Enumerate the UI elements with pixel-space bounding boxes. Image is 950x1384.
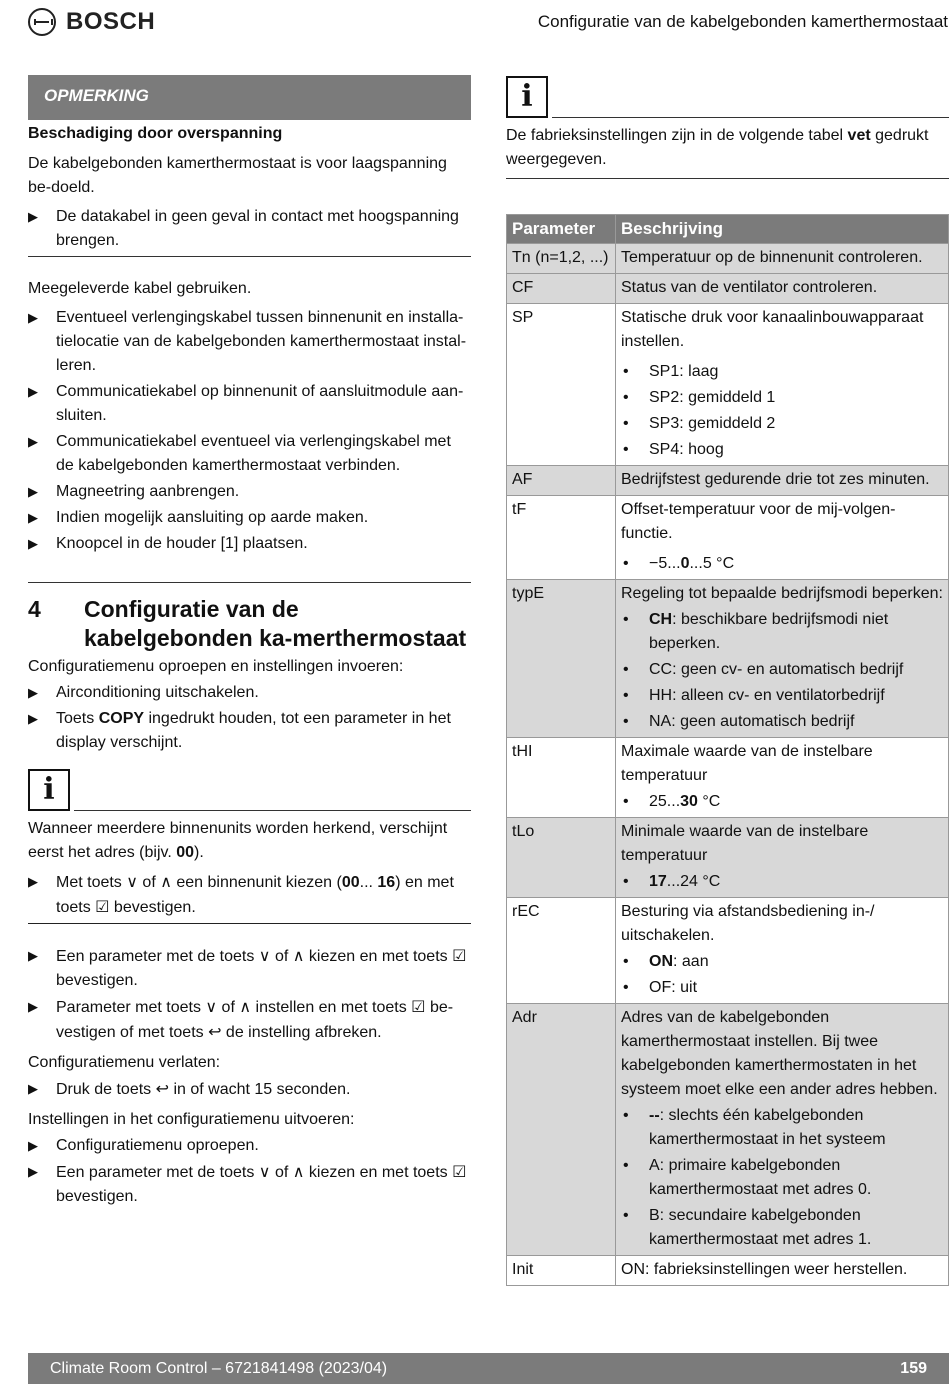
cable-intro: Meegeleverde kabel gebruiken. bbox=[28, 280, 252, 297]
info-text: Wanneer meerdere binnenunits worden herkend, verschijnt eerst het adres (bijv. 00). bbox=[28, 820, 448, 861]
check-icon: ☑ bbox=[95, 897, 110, 916]
list-item: • HH: alleen cv- en ventilatorbedrijf bbox=[621, 684, 943, 708]
table-row: SP Statische druk voor kanaalinbouwapparaat instellen. • SP1: laag • SP2: gemiddeld 1 • SP3: gemiddeld 2 • SP4: hoog bbox=[507, 304, 949, 466]
list-item: ▶ Een parameter met de toets ∨ of ∧ kiezen en met toets ☑ bevestigen. bbox=[28, 1160, 471, 1209]
check-icon: ☑ bbox=[411, 997, 426, 1016]
list-item: • 25...30 °C bbox=[621, 790, 943, 814]
list-item: • --: slechts één kabelgebonden kamerthermostaat in het systeem bbox=[621, 1104, 943, 1152]
table-row: tF Offset-temperatuur voor de mij-volgen-functie. • −5...0...5 °C bbox=[507, 496, 949, 580]
note-label: OPMERKING bbox=[44, 86, 149, 105]
table-row: AF Bedrijfstest gedurende drie tot zes minuten. bbox=[507, 466, 949, 496]
list-item: ▶ Indien mogelijk aansluiting op aarde maken. bbox=[28, 506, 471, 530]
apply-intro: Instellingen in het configuratiemenu uitvoeren: bbox=[28, 1111, 355, 1128]
info-icon: i bbox=[28, 769, 70, 811]
check-icon: ☑ bbox=[452, 1162, 467, 1181]
list-item: • NA: geen automatisch bedrijf bbox=[621, 710, 943, 734]
check-icon: ☑ bbox=[452, 946, 467, 965]
list-item: ▶ Met toets ∨ of ∧ een binnenunit kiezen (00... 16) en met toets ☑ bevestigen. bbox=[28, 870, 471, 920]
back-arrow-icon: ↩ bbox=[208, 1022, 222, 1041]
list-item: • SP3: gemiddeld 2 bbox=[621, 412, 943, 436]
note-heading: Beschadiging door overspanning bbox=[28, 125, 283, 142]
footer-doc-info: Climate Room Control – 6721841498 (2023/04) bbox=[50, 1360, 388, 1377]
page-number: 159 bbox=[900, 1360, 927, 1377]
list-item: ▶ Airconditioning uitschakelen. bbox=[28, 681, 471, 705]
cable-list bbox=[28, 306, 471, 556]
up-arrow-icon: ∧ bbox=[292, 1162, 305, 1181]
up-arrow-icon: ∧ bbox=[160, 872, 172, 891]
table-row: tLo Minimale waarde van de instelbare temperatuur • 17...24 °C bbox=[507, 818, 949, 898]
list-item: • SP2: gemiddeld 1 bbox=[621, 386, 943, 410]
list-item: ▶ Knoopcel in de houder [1] plaatsen. bbox=[28, 532, 471, 556]
list-item: • OF: uit bbox=[621, 976, 943, 1000]
info-block bbox=[28, 769, 471, 811]
exit-intro: Configuratiemenu verlaten: bbox=[28, 1054, 221, 1071]
config-list bbox=[28, 681, 471, 755]
note-box bbox=[28, 75, 471, 120]
info-block bbox=[506, 76, 949, 118]
table-row: tHI Maximale waarde van de instelbare temperatuur • 25...30 °C bbox=[507, 738, 949, 818]
down-arrow-icon: ∨ bbox=[205, 997, 218, 1016]
config-intro: Configuratiemenu oproepen en instellingen invoeren: bbox=[28, 658, 404, 675]
list-item: • ON: aan bbox=[621, 950, 943, 974]
list-item: • SP1: laag bbox=[621, 360, 943, 384]
up-arrow-icon: ∧ bbox=[239, 997, 252, 1016]
list-item: ▶ Magneetring aanbrengen. bbox=[28, 480, 471, 504]
column-header: Beschrijving bbox=[616, 215, 949, 244]
list-item: ▶ Parameter met toets ∨ of ∧ instellen en met toets ☑ be-vestigen of met toets ↩ de instelling afbreken. bbox=[28, 995, 471, 1045]
factory-settings-note: De fabrieksinstellingen zijn in de volgende tabel vet gedrukt weergegeven. bbox=[506, 127, 929, 168]
list-item: ▶ De datakabel in geen geval in contact met hoogspanning brengen. bbox=[28, 205, 471, 253]
divider bbox=[28, 582, 471, 583]
list-item: ▶ Communicatiekabel op binnenunit of aansluitmodule aan-sluiten. bbox=[28, 380, 471, 428]
parameter-table bbox=[506, 214, 949, 1286]
section-title: Configuratie van de kabelgebonden ka-merthermostaat bbox=[84, 596, 467, 651]
list-item: • B: secundaire kabelgebonden kamerthermostaat met adres 1. bbox=[621, 1204, 943, 1252]
list-item: • CC: geen cv- en automatisch bedrijf bbox=[621, 658, 943, 682]
brand-name: BOSCH bbox=[66, 8, 156, 35]
up-arrow-icon: ∧ bbox=[292, 946, 305, 965]
list-item: • CH: beschikbare bedrijfsmodi niet beperken. bbox=[621, 608, 943, 656]
down-arrow-icon: ∨ bbox=[258, 946, 271, 965]
table-row: Init ON: fabrieksinstellingen weer herstellen. bbox=[507, 1256, 949, 1286]
bosch-armature-icon bbox=[28, 8, 56, 36]
table-row: rEC Besturing via afstandsbediening in-/ uitschakelen. • ON: aan • OF: uit bbox=[507, 898, 949, 1004]
divider bbox=[506, 178, 949, 179]
list-item: ▶ Configuratiemenu oproepen. bbox=[28, 1134, 471, 1158]
note-text: De kabelgebonden kamerthermostaat is voor laagspanning be-doeld. bbox=[28, 155, 447, 196]
list-item: • A: primaire kabelgebonden kamerthermostaat met adres 0. bbox=[621, 1154, 943, 1202]
bosch-logo bbox=[28, 8, 155, 36]
table-row: Adr Adres van de kabelgebonden kamerthermostaat instellen. Bij twee kabelgebonden kamerthermostaten in het systeem moet elke een ander adres hebben. • --: slechts één kabelgebonden kamerthermostaat in het systeem • A: primaire kabelgebonden kamerthermostaat met adres 0. • B: secundaire kabelgebonden kamerthermostaat met adres 1. bbox=[507, 1004, 949, 1256]
list-item: ▶ Toets COPY ingedrukt houden, tot een parameter in het display verschijnt. bbox=[28, 707, 471, 755]
list-item: • −5...0...5 °C bbox=[621, 552, 943, 576]
list-item: ▶ Een parameter met de toets ∨ of ∧ kiezen en met toets ☑ bevestigen. bbox=[28, 944, 471, 993]
section-heading bbox=[28, 595, 471, 653]
down-arrow-icon: ∨ bbox=[126, 872, 138, 891]
list-item: • 17...24 °C bbox=[621, 870, 943, 894]
down-arrow-icon: ∨ bbox=[258, 1162, 271, 1181]
back-arrow-icon: ↩ bbox=[155, 1079, 170, 1098]
page-header-title: Configuratie van de kabelgebonden kamerthermostaat bbox=[537, 12, 948, 31]
table-row: Tn (n=1,2, ...) Temperatuur op de binnenunit controleren. bbox=[507, 244, 949, 274]
list-item: ▶ Communicatiekabel eventueel via verlengingskabel met de kabelgebonden kamerthermostaat verbinden. bbox=[28, 430, 471, 478]
left-column bbox=[28, 75, 471, 1209]
right-column bbox=[506, 76, 949, 1286]
list-item: ▶ Druk de toets ↩ in of wacht 15 seconden. bbox=[28, 1077, 471, 1102]
list-item: ▶ Eventueel verlengingskabel tussen binnenunit en installa-tielocatie van de kabelgebonden kamerthermostaat instal-leren. bbox=[28, 306, 471, 378]
table-row: typE Regeling tot bepaalde bedrijfsmodi beperken: • CH: beschikbare bedrijfsmodi niet beperken. • CC: geen cv- en automatisch bedrijf • HH: alleen cv- en ventilatorbedrijf • NA: geen automatisch bedrijf bbox=[507, 580, 949, 738]
list-item: • SP4: hoog bbox=[621, 438, 943, 462]
info-icon: i bbox=[506, 76, 548, 118]
section-number: 4 bbox=[28, 596, 41, 622]
divider bbox=[28, 923, 471, 924]
page-footer bbox=[28, 1353, 949, 1384]
table-row: CF Status van de ventilator controleren. bbox=[507, 274, 949, 304]
param-list bbox=[28, 944, 471, 1045]
column-header: Parameter bbox=[507, 215, 616, 244]
divider bbox=[28, 256, 471, 257]
